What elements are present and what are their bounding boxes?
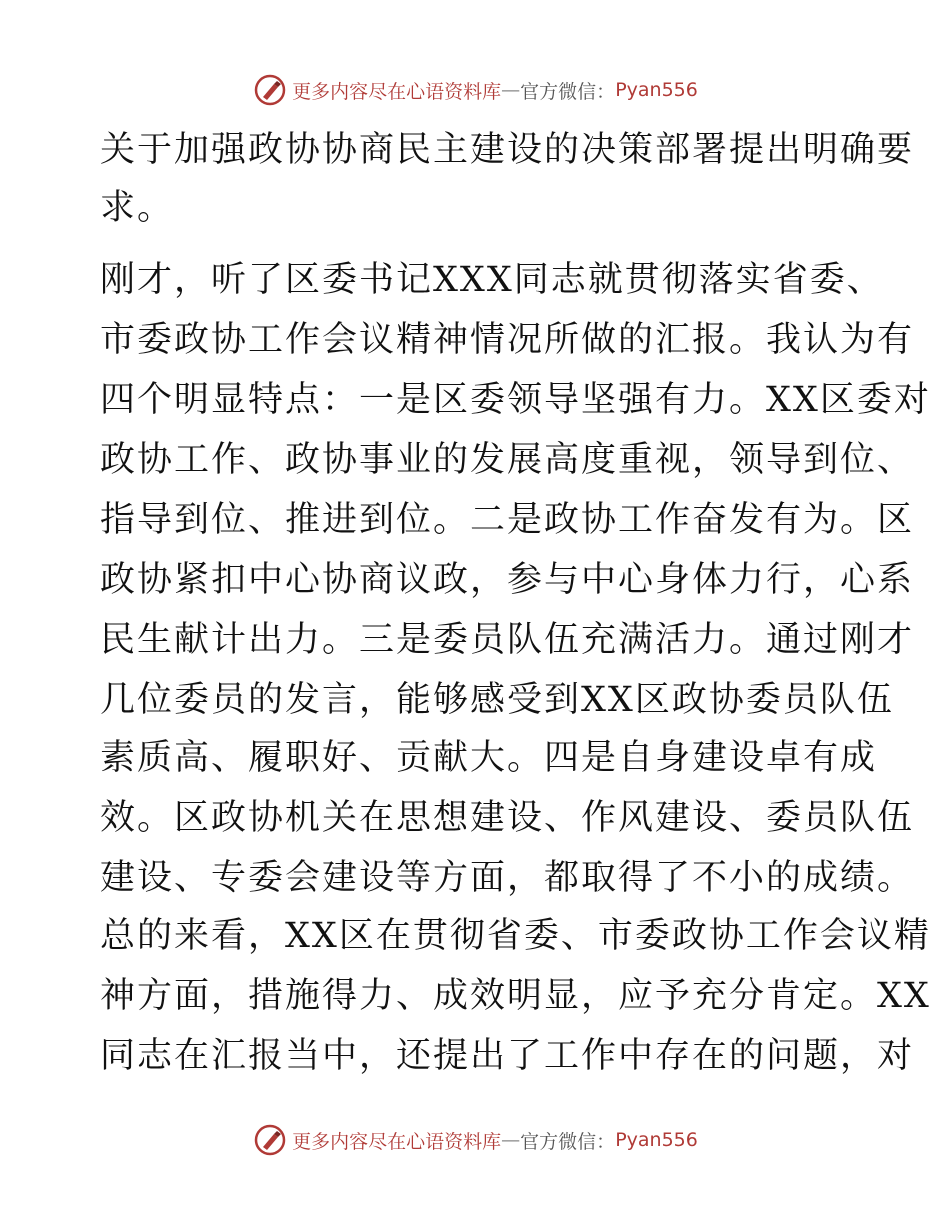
header-site-text: 更多内容尽在心语资料库 bbox=[292, 80, 502, 103]
header-separator: — bbox=[501, 79, 521, 101]
body-line: 素质高、履职好、贡献大。四是自身建设卓有成 bbox=[100, 738, 878, 778]
pen-logo-icon bbox=[252, 1122, 288, 1158]
body-line: 民生献计出力。三是委员队伍充满活力。通过刚才 bbox=[100, 620, 915, 660]
body-line: 同志在汇报当中，还提出了工作中存在的问题，对 bbox=[100, 1036, 915, 1076]
footer-banner[interactable] bbox=[0, 1120, 950, 1160]
header-account: Pyan556 bbox=[615, 79, 698, 101]
body-line: 政协紧扣中心协商议政，参与中心身体力行，心系 bbox=[100, 560, 915, 600]
body-line: 政协工作、政协事业的发展高度重视，领导到位、 bbox=[100, 440, 915, 480]
pen-logo-icon bbox=[252, 72, 288, 108]
body-line: 四个明显特点：一是区委领导坚强有力。XX区委对 bbox=[100, 380, 931, 420]
footer-wechat-label: 官方微信： bbox=[520, 1130, 616, 1153]
body-line: 市委政协工作会议精神情况所做的汇报。我认为有 bbox=[100, 320, 915, 360]
footer-separator: — bbox=[501, 1129, 521, 1151]
footer-site-text: 更多内容尽在心语资料库 bbox=[292, 1130, 502, 1153]
body-line: 效。区政协机关在思想建设、作风建设、委员队伍 bbox=[100, 798, 915, 838]
body-line: 总的来看，XX区在贯彻省委、市委政协工作会议精 bbox=[100, 916, 931, 956]
header-wechat-label: 官方微信： bbox=[520, 80, 616, 103]
body-line: 求。 bbox=[100, 188, 175, 228]
body-line: 关于加强政协协商民主建设的决策部署提出明确要 bbox=[100, 130, 915, 170]
footer-account: Pyan556 bbox=[615, 1129, 698, 1151]
body-line: 刚才，听了区委书记XXX同志就贯彻落实省委、 bbox=[100, 260, 884, 300]
body-line: 建设、专委会建设等方面，都取得了不小的成绩。 bbox=[100, 858, 915, 898]
header-banner[interactable] bbox=[0, 70, 950, 110]
body-line: 指导到位、推进到位。二是政协工作奋发有为。区 bbox=[100, 500, 915, 540]
body-line: 几位委员的发言，能够感受到XX区政协委员队伍 bbox=[100, 680, 894, 720]
body-line: 神方面，措施得力、成效明显，应予充分肯定。XX bbox=[100, 976, 931, 1016]
